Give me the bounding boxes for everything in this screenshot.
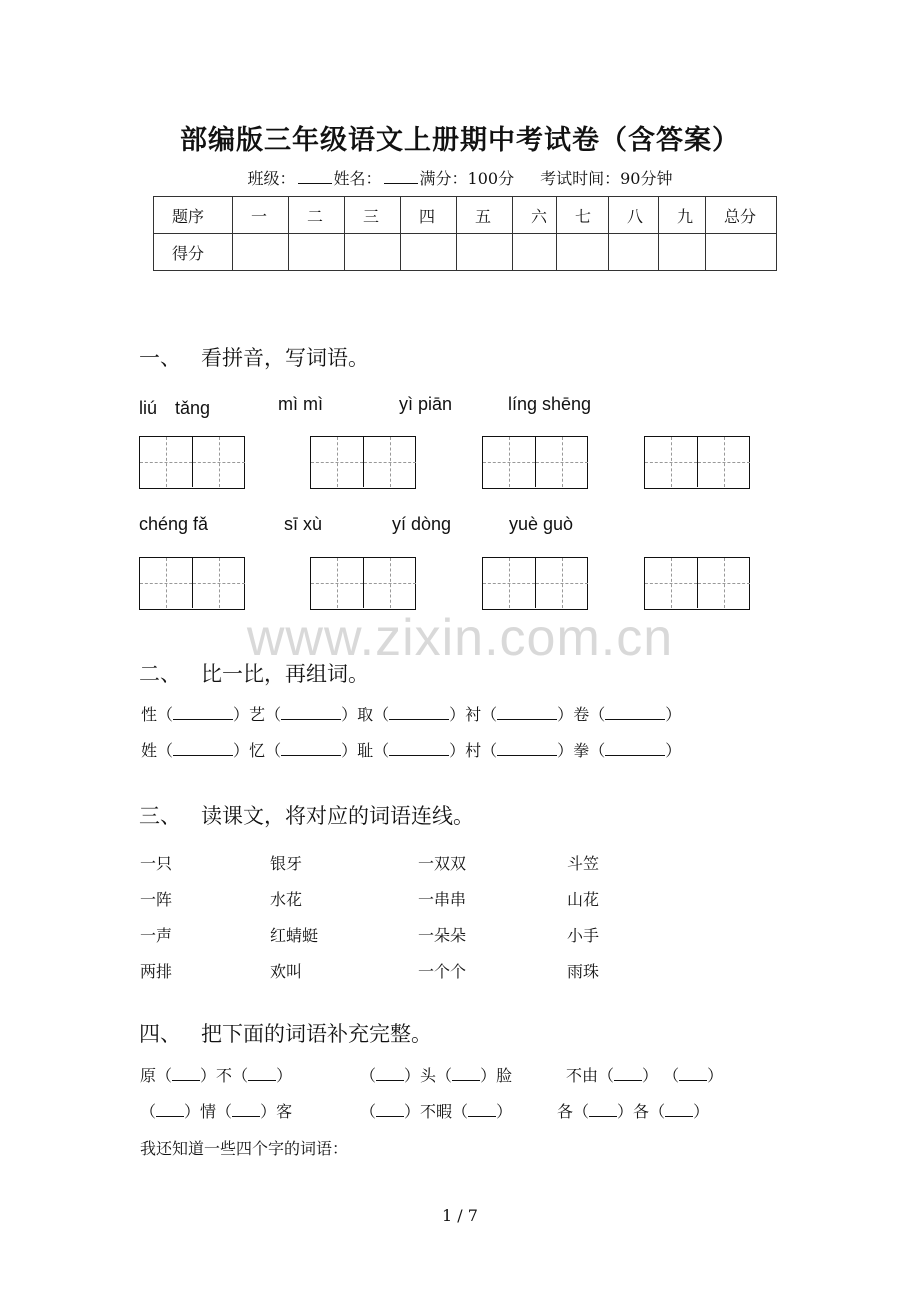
header-cell: 八 [609, 197, 659, 234]
score-cell[interactable] [609, 234, 659, 271]
page-title: 部编版三年级语文上册期中考试卷（含答案） [180, 125, 740, 156]
pinyin-7: yí dòng [392, 514, 452, 534]
match-item[interactable]: 一朵朵 [418, 926, 467, 945]
answer-blank[interactable] [173, 743, 233, 756]
pinyin-4: líng shēng [508, 394, 592, 414]
idiom-5: （ ）不暇（ ） [360, 1102, 513, 1121]
idiom-2: （ ）头（ ）脸 [360, 1066, 513, 1085]
char: 耻 [357, 741, 374, 760]
match-item[interactable]: 一串串 [418, 890, 467, 909]
char: 村 [465, 741, 482, 760]
idiom-blank[interactable] [156, 1104, 184, 1117]
section-2-heading [139, 658, 369, 688]
header-cell: 四 [401, 197, 457, 234]
pinyin-2: mì mì [278, 394, 323, 414]
answer-blank[interactable] [281, 707, 341, 720]
match-item[interactable]: 一个个 [418, 962, 467, 981]
writing-grid[interactable] [482, 557, 588, 610]
match-item[interactable]: 山花 [567, 890, 600, 909]
char: 姓 [141, 741, 158, 760]
score-cell[interactable] [457, 234, 513, 271]
answer-blank[interactable] [281, 743, 341, 756]
match-item[interactable]: 雨珠 [567, 962, 600, 981]
score-cell[interactable] [706, 234, 777, 271]
section-4-heading [139, 1018, 432, 1048]
pinyin-6: sī xù [284, 514, 323, 534]
section-number: 二、 [139, 662, 181, 686]
char: 衬 [465, 705, 482, 724]
idiom-blank[interactable] [665, 1104, 693, 1117]
header-cell: 二 [289, 197, 345, 234]
idiom-blank[interactable] [376, 1068, 404, 1081]
section-3-heading [139, 800, 474, 830]
class-blank[interactable] [298, 171, 332, 184]
char: 取 [357, 705, 374, 724]
extra-idioms-prompt: 我还知道一些四个字的词语： [140, 1139, 349, 1158]
answer-blank[interactable] [605, 743, 665, 756]
match-item[interactable]: 欢叫 [270, 962, 303, 981]
score-table-score-row [154, 234, 777, 271]
idiom-blank[interactable] [589, 1104, 617, 1117]
idiom-blank[interactable] [468, 1104, 496, 1117]
pinyin-3: yì piān [399, 394, 453, 414]
match-item[interactable]: 两排 [140, 962, 173, 981]
idiom-blank[interactable] [248, 1068, 276, 1081]
exam-info [0, 166, 920, 189]
idiom-6: 各（ ）各（ ） [557, 1102, 710, 1121]
writing-grid[interactable] [482, 436, 588, 489]
match-item[interactable]: 一声 [140, 926, 173, 945]
score-cell[interactable] [659, 234, 706, 271]
header-cell: 三 [345, 197, 401, 234]
section-1-heading [139, 342, 369, 372]
writing-grid[interactable] [644, 436, 750, 489]
answer-blank[interactable] [605, 707, 665, 720]
writing-grid[interactable] [139, 557, 245, 610]
row-label: 得分 [154, 234, 233, 271]
idiom-blank[interactable] [376, 1104, 404, 1117]
header-cell: 一 [233, 197, 289, 234]
idiom-blank[interactable] [232, 1104, 260, 1117]
pinyin-1: liú tǎng [139, 398, 211, 418]
match-col-4 [567, 846, 599, 990]
match-item[interactable]: 一只 [140, 854, 173, 873]
score-table [153, 196, 777, 271]
writing-grid[interactable] [310, 436, 416, 489]
match-col-3 [418, 846, 466, 990]
answer-blank[interactable] [497, 743, 557, 756]
match-col-1 [140, 846, 172, 990]
writing-grid[interactable] [644, 557, 750, 610]
answer-blank[interactable] [389, 707, 449, 720]
name-blank[interactable] [384, 171, 418, 184]
header-cell: 七 [557, 197, 609, 234]
answer-blank[interactable] [497, 707, 557, 720]
score-table-header-row [154, 197, 777, 234]
full-score: 满分：100分 [419, 169, 515, 188]
writing-grid[interactable] [310, 557, 416, 610]
char: 艺 [249, 705, 266, 724]
exam-time: 考试时间：90分钟 [540, 169, 673, 188]
idiom-blank[interactable] [679, 1068, 707, 1081]
char: 卷 [573, 705, 590, 724]
idiom-blank[interactable] [172, 1068, 200, 1081]
idiom-3: 不由（ ） （ ） [566, 1066, 724, 1085]
match-item[interactable]: 红蜻蜓 [270, 926, 319, 945]
score-cell[interactable] [233, 234, 289, 271]
section-title: 比一比，再组词。 [201, 662, 369, 686]
score-cell[interactable] [345, 234, 401, 271]
header-cell: 题序 [154, 197, 233, 234]
name-label: 姓名： [333, 169, 382, 188]
match-item[interactable]: 一双双 [418, 854, 467, 873]
compare-row-1: 性（ ）艺（ ）取（ ）衬（ ）卷（ ） [141, 705, 682, 724]
score-cell[interactable] [289, 234, 345, 271]
match-item[interactable]: 一阵 [140, 890, 173, 909]
char: 拳 [573, 741, 590, 760]
score-cell[interactable] [401, 234, 457, 271]
page-number: 1 / 7 [442, 1206, 478, 1225]
header-cell: 六 [513, 197, 557, 234]
idiom-4: （ ）情（ ）客 [140, 1102, 293, 1121]
section-title: 读课文，将对应的词语连线。 [201, 804, 474, 828]
idiom-1: 原（ ）不（ ） [140, 1066, 293, 1085]
answer-blank[interactable] [173, 707, 233, 720]
header-cell: 五 [457, 197, 513, 234]
match-item[interactable]: 小手 [567, 926, 600, 945]
match-item[interactable]: 水花 [270, 890, 303, 909]
answer-blank[interactable] [389, 743, 449, 756]
match-item[interactable]: 银牙 [270, 854, 303, 873]
section-title: 看拼音，写词语。 [201, 346, 369, 370]
idiom-blank[interactable] [452, 1068, 480, 1081]
class-label: 班级： [247, 169, 296, 188]
char: 性 [141, 705, 158, 724]
match-col-2 [270, 846, 318, 990]
score-cell[interactable] [557, 234, 609, 271]
section-number: 三、 [139, 804, 181, 828]
section-number: 四、 [139, 1022, 181, 1046]
header-cell: 九 [659, 197, 706, 234]
char: 忆 [249, 741, 266, 760]
match-item[interactable]: 斗笠 [567, 854, 600, 873]
section-title: 把下面的词语补充完整。 [201, 1022, 432, 1046]
score-cell[interactable] [513, 234, 557, 271]
header-cell: 总分 [706, 197, 777, 234]
pinyin-5: chéng fǎ [139, 514, 209, 534]
section-number: 一、 [139, 346, 181, 370]
idiom-blank[interactable] [614, 1068, 642, 1081]
watermark: www.zixin.com.cn [246, 609, 674, 667]
pinyin-8: yuè guò [509, 514, 574, 534]
writing-grid[interactable] [139, 436, 245, 489]
compare-row-2: 姓（ ）忆（ ）耻（ ）村（ ）拳（ ） [141, 741, 682, 760]
